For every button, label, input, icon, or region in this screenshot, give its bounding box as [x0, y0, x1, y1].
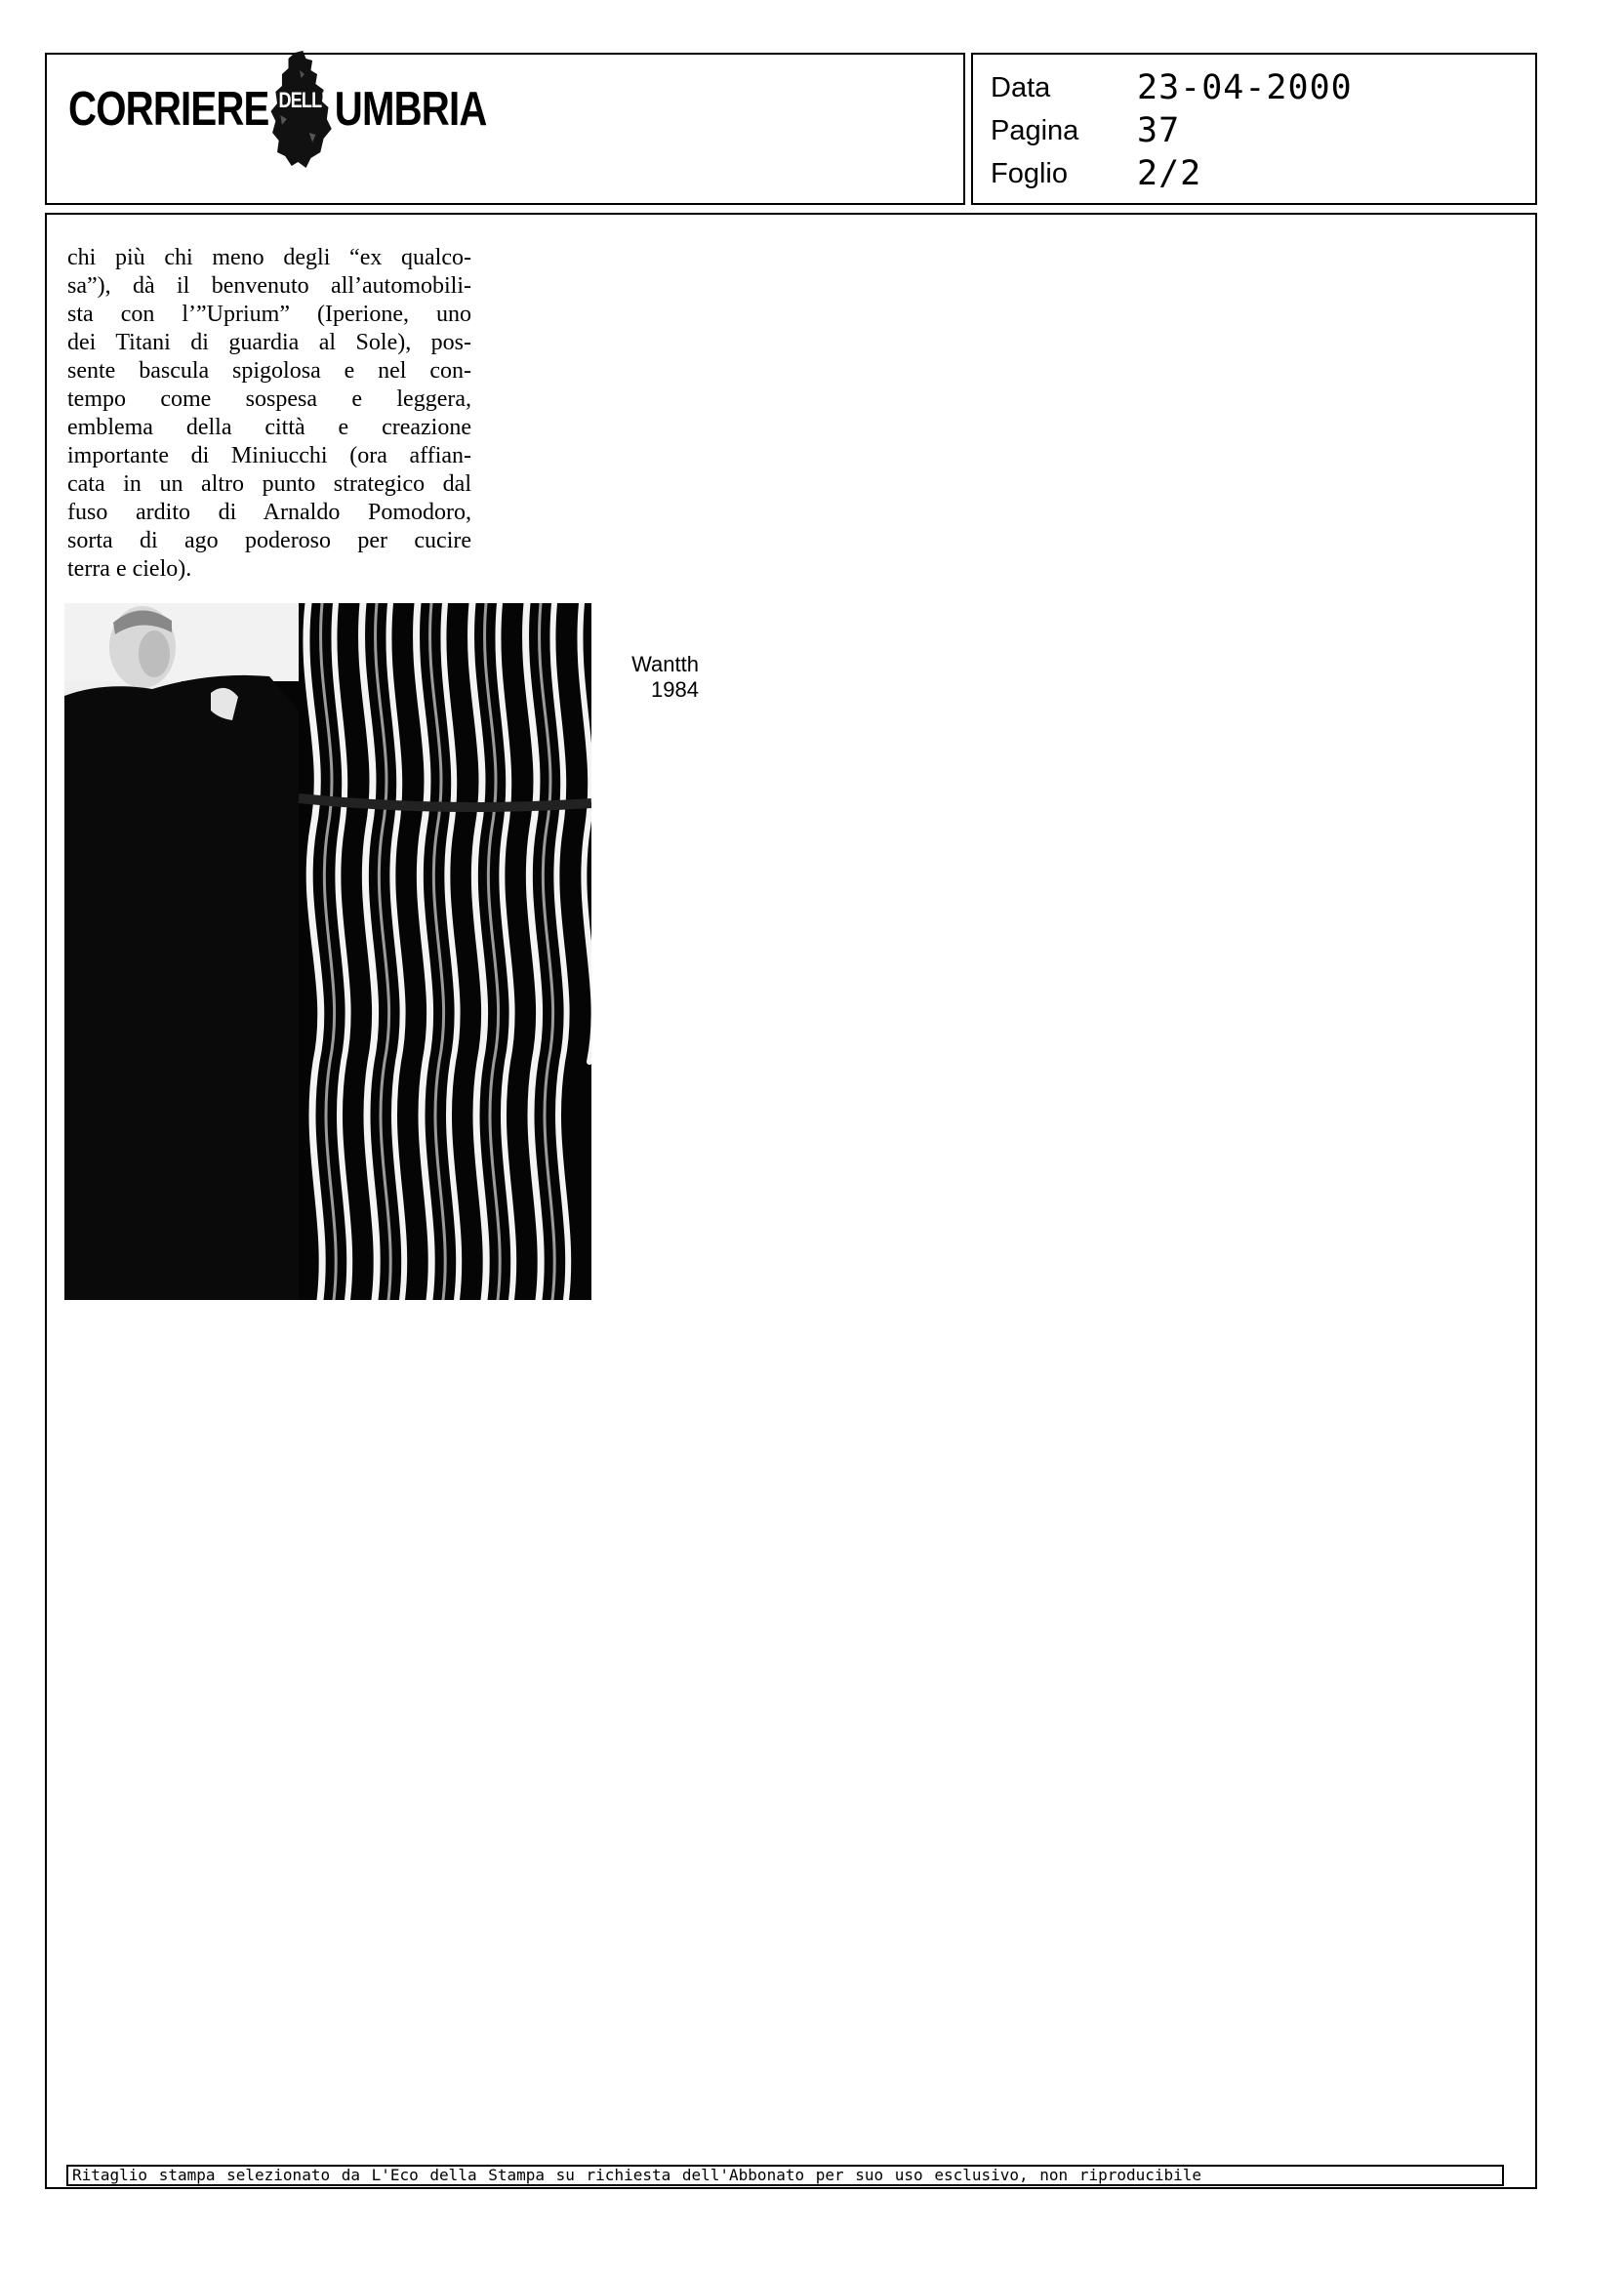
- caption-title: Wantth: [631, 652, 699, 676]
- meta-info-box: [971, 53, 1537, 205]
- article-line: sorta di ago poderoso per cucire: [67, 528, 471, 553]
- footer-disclaimer: Ritaglio stampa selezionato da L'Eco della Stampa su richiesta dell'Abbonato per suo uso esclusivo, non riproducibile: [66, 2165, 1504, 2186]
- meta-row-foglio: [991, 152, 1201, 195]
- logo-word-umbria: UMBRIA: [334, 83, 487, 136]
- logo-word-corriere: CORRIERE: [68, 83, 269, 136]
- article-line: importante di Miniucchi (ora affian-: [67, 443, 471, 468]
- article-line: fuso ardito di Arnaldo Pomodoro,: [67, 500, 471, 525]
- article-line: tempo come sospesa e leggera,: [67, 386, 471, 412]
- pagina-label: Pagina: [991, 114, 1079, 146]
- data-value: 23-04-2000: [1137, 68, 1353, 107]
- newspaper-logo: [68, 51, 487, 168]
- pagina-value: 37: [1137, 111, 1181, 150]
- foglio-label: Foglio: [991, 157, 1068, 189]
- article-line: sta con l’”Uprium” (Iperione, uno: [67, 302, 471, 327]
- umbria-map-emblem: [270, 51, 333, 168]
- data-label: Data: [991, 71, 1051, 103]
- photo-caption: [605, 652, 699, 703]
- sculpture-photo-image: [64, 603, 591, 1300]
- sculpture-photo: [64, 603, 591, 1300]
- meta-row-pagina: [991, 109, 1180, 152]
- article-line: dei Titani di guardia al Sole), pos-: [67, 330, 471, 355]
- foglio-value: 2/2: [1137, 154, 1202, 193]
- article-line: cata in un altro punto strategico dal: [67, 471, 471, 497]
- meta-row-data: [991, 66, 1353, 109]
- article-line: terra e cielo).: [67, 556, 192, 582]
- article-text-column: [67, 244, 471, 584]
- article-line: sente bascula spigolosa e nel con-: [67, 358, 471, 384]
- caption-year: 1984: [651, 677, 699, 702]
- article-line: emblema della città e creazione: [67, 415, 471, 440]
- logo-word-dell: DELL': [278, 88, 325, 112]
- article-line: sa”), dà il benvenuto all’automobili-: [67, 273, 471, 299]
- article-line: chi più chi meno degli “ex qualco-: [67, 245, 471, 270]
